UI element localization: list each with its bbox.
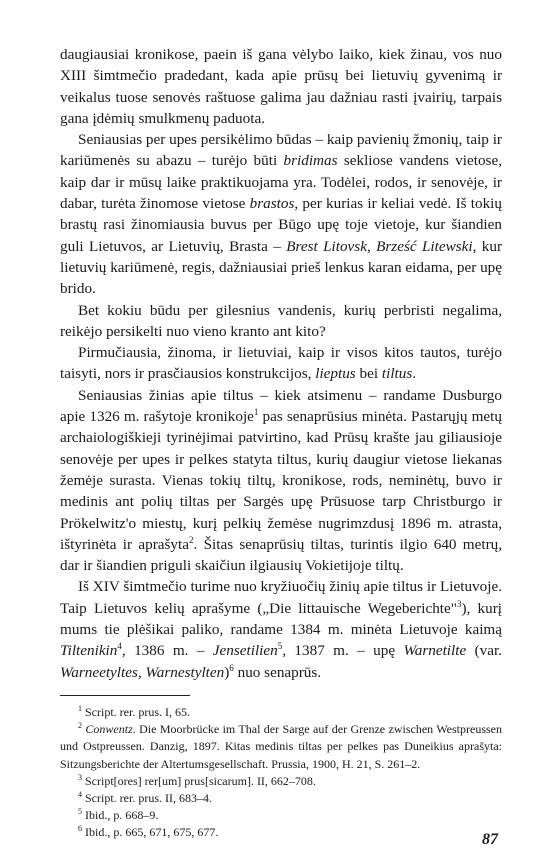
text-segment: , per kurias ir keliai vedė. Iš tokių brastų rasi žinomiausia buvus per Būgo upę toje vietoje, kur šiandien guli Lietuvos, ar Lietuvių, Brasta – [60, 195, 502, 255]
text-segment: Bet kokiu būdu per gilesnius vandenis, kurių perbristi negalima, reikėjo persikelti nuo vieno kranto ant kito? [60, 301, 502, 340]
text-segment: . [412, 365, 417, 383]
footnote-ref: 6 [229, 662, 234, 673]
footnote-number: 2 [78, 721, 82, 731]
text-segment: nuo senaprūs. [233, 663, 322, 681]
paragraph [60, 576, 502, 682]
footnote-number: 3 [78, 772, 82, 782]
text-segment: Ibid., p. 668–9. [82, 808, 159, 823]
footnote-number: 4 [78, 789, 82, 799]
italic-text: tiltus [381, 365, 413, 383]
page-number: 87 [482, 831, 498, 848]
text-segment: . Šitas senaprūsių tiltas, turintis ilgio 640 metrų, dar ir šiandien priguli skaičiun ilgiausių Vokietijoje tiltų. [60, 535, 503, 575]
footnote [60, 807, 502, 824]
text-segment: ) [224, 663, 230, 681]
text-segment: Script. rer. prus. I, 65. [82, 704, 190, 719]
italic-text: Brest Litovsk, Brześć Litewski [286, 237, 473, 255]
italic-text: Warnetilte [403, 642, 467, 660]
footnote-ref: 1 [253, 407, 259, 418]
italic-text: Warneetyltes, Warnestylten [60, 663, 225, 681]
italic-text: Tiltenikin [60, 642, 118, 660]
italic-text: Conwentz [85, 722, 133, 737]
italic-text: bridimas [283, 152, 338, 170]
paragraph [60, 129, 502, 299]
text-segment: Iš XIV šimtmečio turime nuo kryžiuočių žinių apie tiltus ir Lietuvoje. Taip Lietuvos kelių aprašyme („Die littauische Wegeberichte" [60, 578, 502, 617]
italic-text: Jensetilien [212, 642, 278, 660]
paragraph [60, 385, 502, 577]
text-segment: Ibid., p. 665, 671, 675, 677. [82, 825, 219, 840]
paragraph [60, 44, 502, 129]
text-segment: , kur lietuvių kariūmenė, regis, dažniausiai prieš lenkus karan eidama, per upę brido. [60, 237, 502, 298]
text-segment: daugiausiai kronikose, paein iš gana vėlybo laiko, kiek žinau, vos nuo XIII šimtmečio pradedant, kada apie prūsų bei lietuvių gyvenimą ir veikalus tuose senovės raštuose galima jau dažniau rasti įvairių, tarpais gana įdėmių smulkmenų paduota. [60, 46, 502, 127]
footnote-number: 6 [78, 824, 82, 834]
paragraph [60, 300, 502, 343]
footnote-ref: 3 [456, 598, 462, 609]
footnote [60, 790, 502, 807]
text-segment: , 1386 m. – [121, 642, 213, 660]
footnote-ref: 2 [188, 534, 194, 545]
text-segment: Seniausias per upes persikėlimo būdas – kaip pavienių žmonių, taip ir kariūmenės su abazu – turėjo būti [60, 131, 502, 170]
text-segment: bei [355, 365, 382, 383]
italic-text: lieptus [315, 365, 356, 383]
text-segment: (var. [466, 642, 502, 660]
footnote-number: 5 [78, 807, 82, 817]
footnote [60, 704, 502, 721]
paragraph [60, 342, 502, 385]
footnote-ref: 4 [117, 641, 122, 652]
footnote [60, 824, 502, 841]
text-segment: sekliose vandens vietose, kaip dar ir mūsų laike praktikuojama yra. Todėlei, rodos, ir senovėje, ir dabar, turėta žinomose vietose [60, 152, 502, 213]
footnote [60, 773, 502, 790]
text-segment: Script[ores] rer[um] prus[sicarum]. II, 662–708. [82, 773, 316, 788]
text-segment: Seniausias žinias apie tiltus – kiek atsimenu – randame Dusburgo apie 1326 m. rašytoje kronikoje [60, 386, 502, 426]
text-segment: ), kurį mums tie plėšikai paliko, randame 1384 m. minėta Lietuvoje kaimą [60, 599, 502, 639]
footnote-rule [60, 695, 190, 696]
text-segment: Script. rer. prus. II, 683–4. [82, 790, 212, 805]
body-text [60, 44, 502, 683]
text-segment: Pirmučiausia, žinoma, ir lietuviai, kaip ir visos kitos tautos, turėjo taisyti, nors ir prasčiausios konstrukcijos, [60, 344, 502, 383]
text-segment: , 1387 m. – upę [282, 642, 404, 660]
text-segment: . Die Moorbrücke im Thal der Sarge auf der Grenze zwischen Westpreussen und Ostpreussen. Danzig, 1897. Kitas medinis tiltas per pelkes pas Duneikius aprašyta: Sitzungsberichte der Altertumsgesellschaft. Prussia, 1900, H. 21, S. 261–2. [60, 722, 502, 771]
text-segment: pas senaprūsius minėta. Pastarųjų metų archaiologiškieji tyrinėjimai patvirtino, kad Prūsų krašte jau giliausioje senovėje per upes ir pelkes statyta tiltus, kurių daugiur vietose liekanas žemėje surasta. Vienas tokių tiltų, kronikose, rods, neminėtų, buvo ir medinis ant polių tiltas per Sargės upę Prūsuose tarp Christburgo ir Prökelwitz'o miestų, kurį pelkių žemėse nugrimzdusį 1896 m. atrasta, ištyrinėta ir aprašyta [60, 408, 502, 553]
footnotes [60, 704, 502, 842]
footnote [60, 721, 502, 773]
footnote-number: 1 [78, 703, 82, 713]
italic-text: brastos [249, 195, 295, 213]
footnote-ref: 5 [277, 641, 283, 652]
